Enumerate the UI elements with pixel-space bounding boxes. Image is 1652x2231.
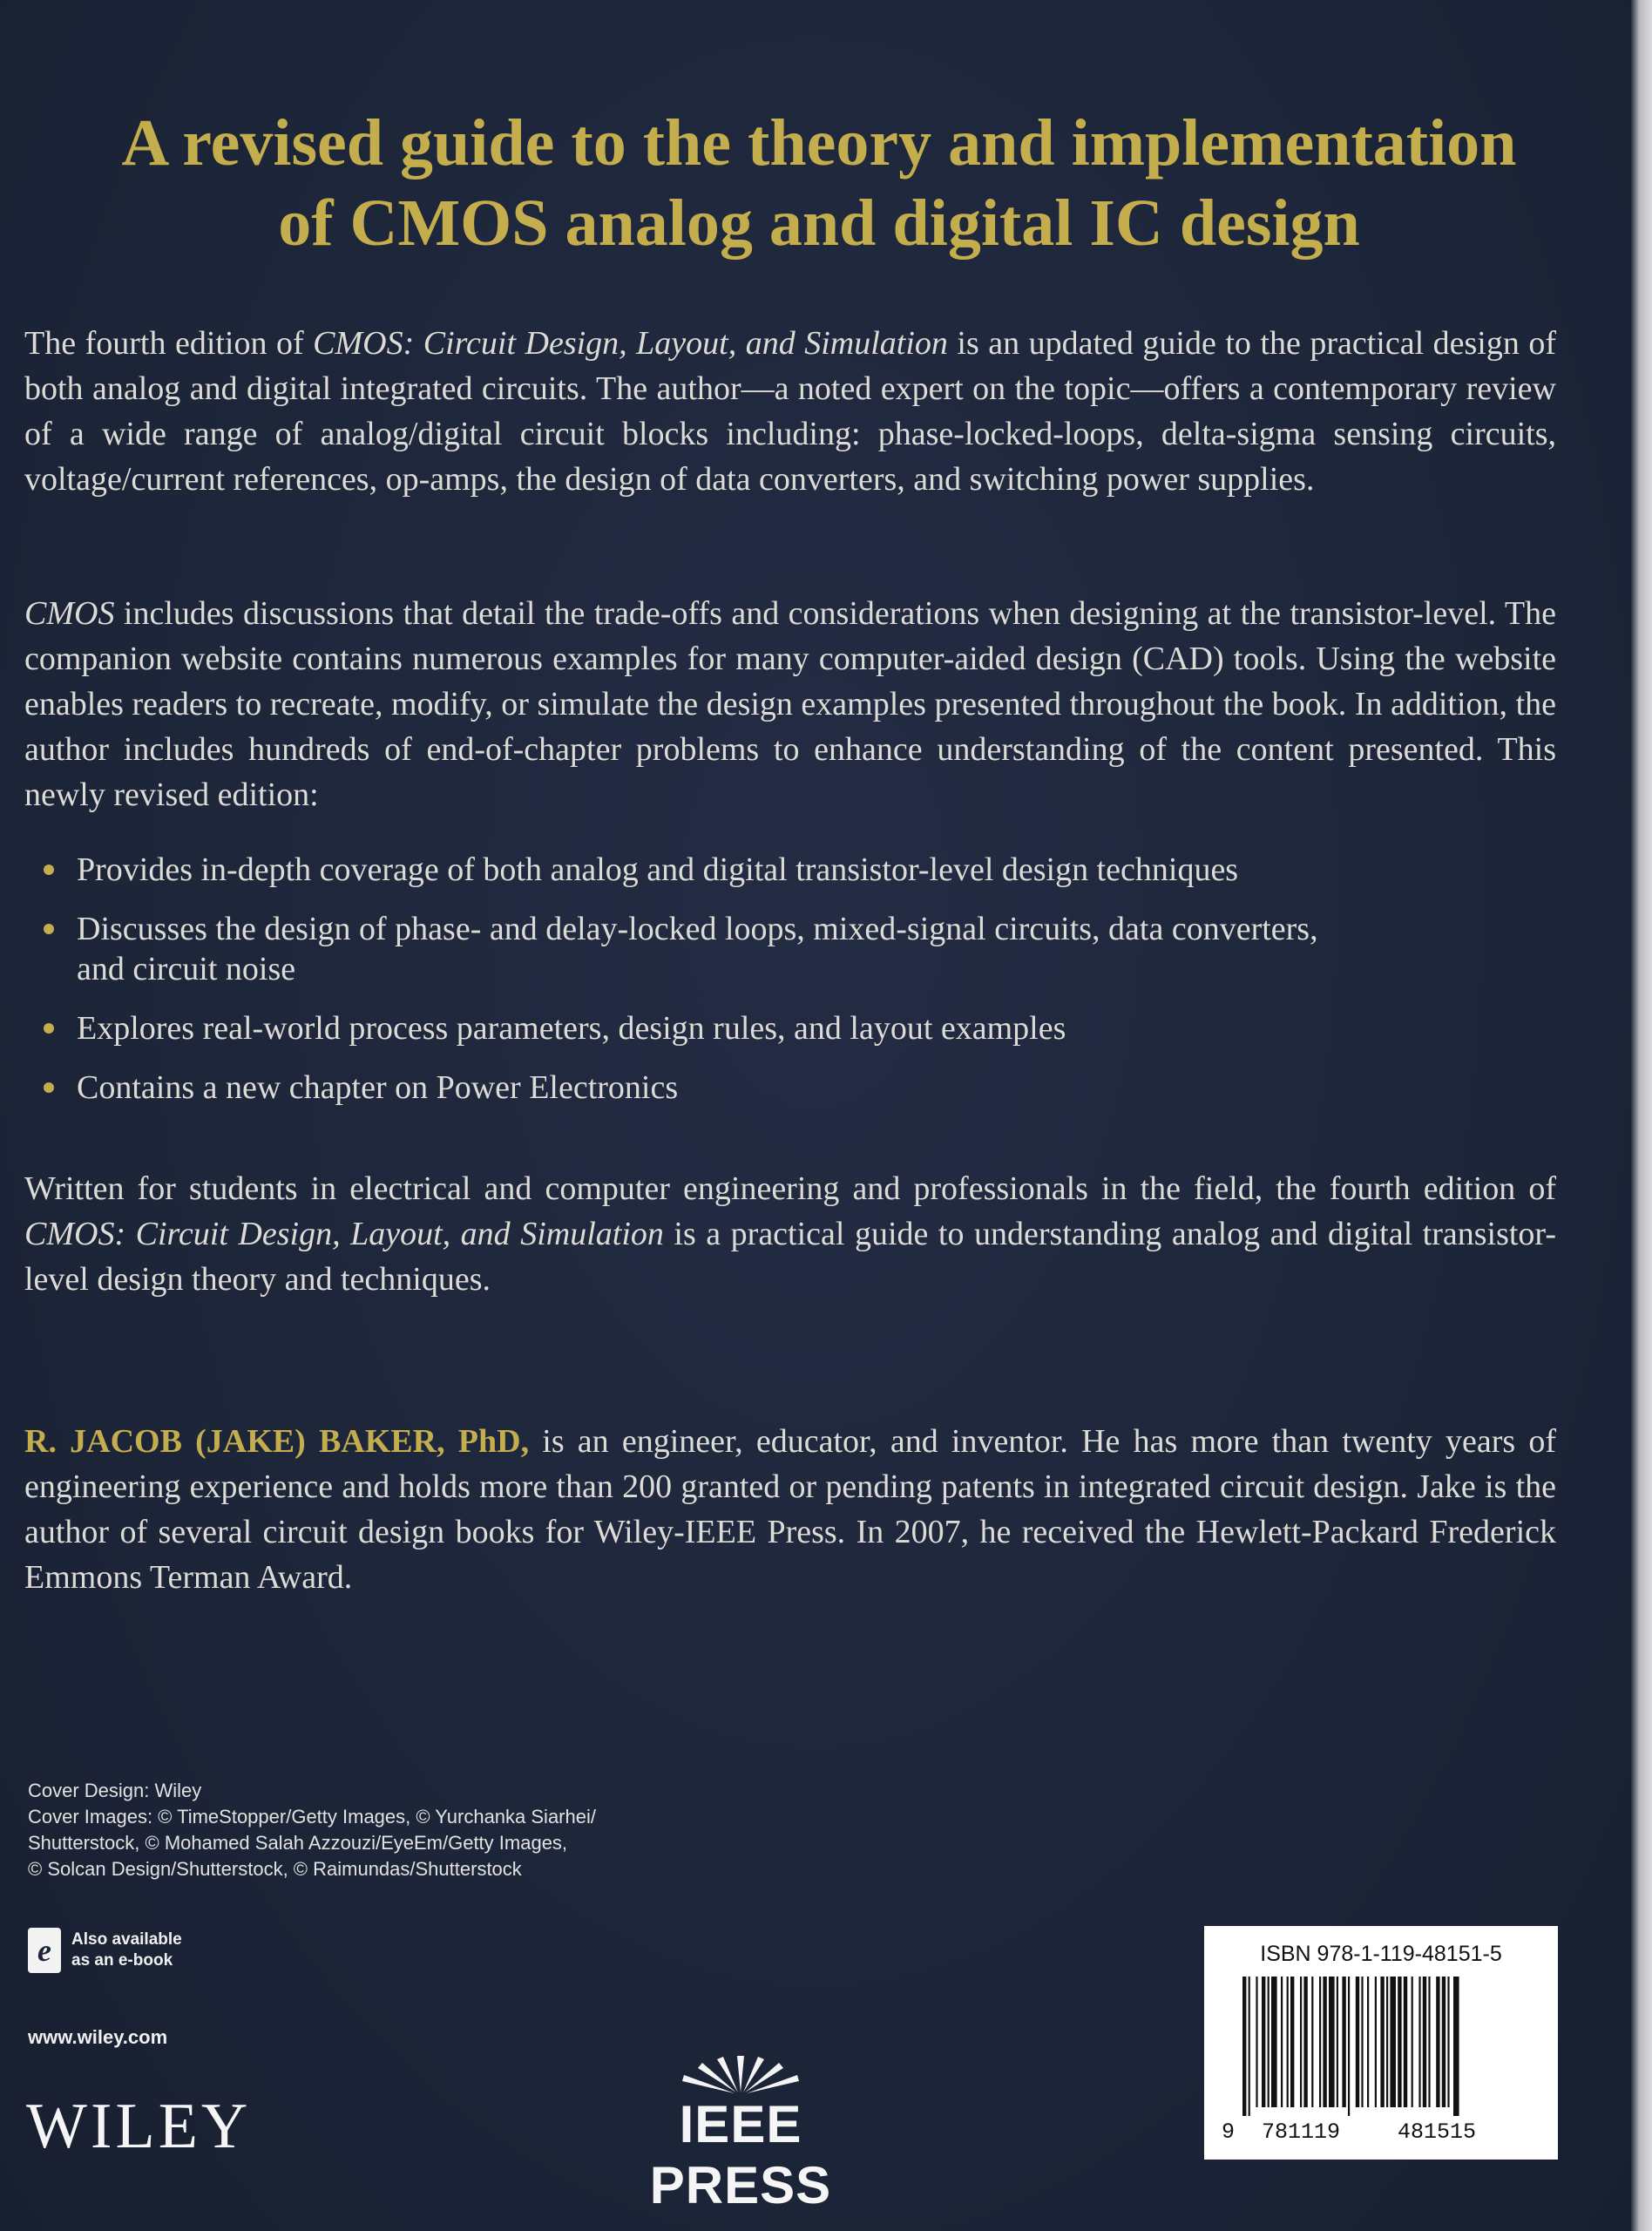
ean-digits-right: 481515 <box>1398 2119 1477 2145</box>
author-bio <box>24 1419 1556 1600</box>
credit-line: © Solcan Design/Shutterstock, © Raimundas/Shutterstock <box>28 1858 522 1880</box>
ebook-line-1: Also available <box>71 1930 182 1949</box>
list-item <box>44 1008 1351 1048</box>
bullet-icon <box>44 1023 54 1034</box>
audience-text-b: is a practical guide to understanding analog and digital transistor-level design theory and techniques. <box>24 1216 1556 1298</box>
book-title-italic: CMOS: Circuit Design, Layout, and Simulation <box>24 1216 664 1252</box>
page-edge <box>1631 0 1652 2231</box>
credit-line: Shutterstock, © Mohamed Salah Azzouzi/EyeEm/Getty Images, <box>28 1832 568 1854</box>
ieee-press-wordmark: IEEE PRESS <box>649 2095 832 2214</box>
ebook-line-2: as an e-book <box>71 1951 173 1970</box>
book-title-italic: CMOS: Circuit Design, Layout, and Simulation <box>313 325 948 362</box>
wiley-logo: WILEY <box>26 2091 252 2162</box>
ean-digit-first: 9 <box>1222 2119 1236 2145</box>
ieee-press-logo <box>592 2052 889 2216</box>
list-item <box>44 850 1351 890</box>
headline-line-1: A revised guide to the theory and implementation <box>121 106 1517 180</box>
bullet-icon <box>44 1082 54 1093</box>
list-item <box>44 1068 1351 1108</box>
isbn-barcode <box>1204 1926 1558 2160</box>
audience-text-a: Written for students in electrical and computer engineering and professionals in the field, the fourth edition of <box>24 1170 1556 1207</box>
credit-line: Cover Images: © TimeStopper/Getty Images, © Yurchanka Siarhei/ <box>28 1806 596 1828</box>
list-item-text: Provides in-depth coverage of both analog and digital transistor-level design techniques <box>77 851 1239 888</box>
list-item <box>44 909 1351 989</box>
feature-list <box>44 850 1351 1127</box>
intro-paragraph <box>24 321 1556 502</box>
credit-line: Cover Design: Wiley <box>28 1780 202 1801</box>
cmos-italic: CMOS <box>24 595 115 632</box>
ean-digits-left: 781119 <box>1262 2119 1341 2145</box>
list-item-text: Contains a new chapter on Power Electronics <box>77 1069 679 1106</box>
author-name: R. JACOB (JAKE) BAKER, PhD, <box>24 1423 530 1460</box>
list-item-text: Explores real-world process parameters, design rules, and layout examples <box>77 1010 1066 1047</box>
ebook-notice <box>28 1928 211 1973</box>
isbn-label: ISBN 978-1-119-48151-5 <box>1260 1942 1502 1966</box>
publisher-website: www.wiley.com <box>28 2026 168 2048</box>
ieee-sunburst-icon <box>675 2052 806 2094</box>
details-text: includes discussions that detail the trade-offs and considerations when designing at the transistor-level. The companion website contains numerous examples for many computer-aided design (CAD) tools. Using the website enables readers to recreate, modify, or simulate the design examples presented throughout the book. In addition, the author includes hundreds of end-of-chapter problems to enhance understanding of the content presented. This newly revised edition: <box>24 595 1556 813</box>
list-item-text: Discusses the design of phase- and delay-locked loops, mixed-signal circuits, data converters, and circuit noise <box>77 911 1318 987</box>
intro-text-a: The fourth edition of <box>24 325 314 362</box>
bullet-icon <box>44 865 54 875</box>
author-bio-text: is an engineer, educator, and inventor. He has more than twenty years of engineering experience and holds more than 200 granted or pending patents in integrated circuit design. Jake is the author of several circuit design books for Wiley-IEEE Press. In 2007, he received the Hewlett-Packard Frederick Emmons Terman Award. <box>24 1423 1556 1596</box>
details-paragraph <box>24 591 1556 817</box>
headline <box>52 103 1586 263</box>
audience-paragraph <box>24 1166 1556 1302</box>
bullet-icon <box>44 924 54 934</box>
intro-text-b: is an updated guide to the practical design of both analog and digital integrated circuits. The author—a noted expert on the topic—offers a contemporary review of a wide range of analog/digital circuit blocks including: phase-locked-loops, delta-sigma sensing circuits, voltage/current references, op-amps, the design of data converters, and switching power supplies. <box>24 325 1557 498</box>
ebook-label <box>71 1929 211 1971</box>
barcode-icon <box>1242 1977 1520 2116</box>
cover-credits <box>28 1778 690 1882</box>
ebook-icon: e <box>28 1928 61 1973</box>
headline-line-2: of CMOS analog and digital IC design <box>278 186 1360 260</box>
